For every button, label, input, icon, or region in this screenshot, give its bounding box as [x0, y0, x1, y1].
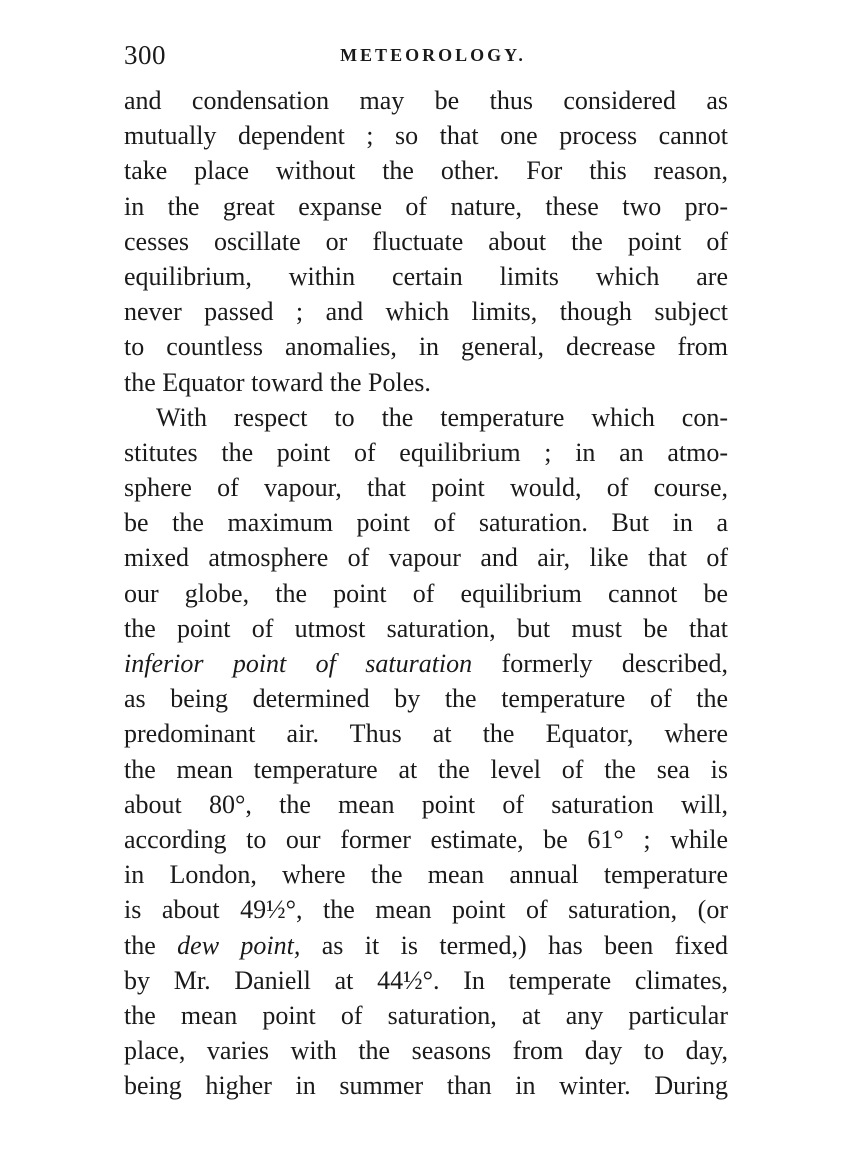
text-line: be the maximum point of saturation. But in a: [124, 508, 728, 538]
text-line: in London, where the mean annual temperature: [124, 860, 728, 890]
paragraph-2: [124, 400, 728, 1104]
page-number: 300: [124, 40, 166, 70]
text-line: take place without the other. For this reason,: [124, 156, 728, 186]
text-line: stitutes the point of equilibrium ; in an atmo-: [124, 437, 728, 467]
text-line: With respect to the temperature which con-: [156, 402, 728, 432]
text-line: according to our former estimate, be 61° ; while: [124, 824, 728, 854]
text-line: being higher in summer than in winter. During: [124, 1071, 728, 1101]
text-line: mixed atmosphere of vapour and air, like that of: [124, 543, 728, 573]
text-line: the mean temperature at the level of the sea is: [124, 754, 728, 784]
text-line: never passed ; and which limits, though subject: [124, 297, 728, 327]
running-title: METEOROLOGY.: [340, 45, 526, 65]
paragraph-1: [124, 83, 728, 400]
text-line: to countless anomalies, in general, decrease from: [124, 332, 728, 362]
text-run: formerly described,: [472, 649, 728, 678]
text-line: as being determined by the temperature of the: [124, 684, 728, 714]
text-line: [124, 646, 728, 681]
text-run: as it is termed,) has been fixed: [300, 930, 728, 960]
italic-phrase: dew point,: [177, 930, 301, 960]
text-line: mutually dependent ; so that one process cannot: [124, 121, 728, 151]
text-run: the: [124, 930, 178, 960]
text-line: is about 49½°, the mean point of saturation, (or: [124, 895, 728, 925]
text-line: our globe, the point of equilibrium cannot be: [124, 578, 728, 608]
text-line: the Equator toward the Poles.: [124, 367, 431, 397]
text-line: equilibrium, within certain limits which are: [124, 261, 728, 291]
text-line: predominant air. Thus at the Equator, where: [124, 719, 728, 749]
text-line: by Mr. Daniell at 44½°. In temperate climates,: [124, 965, 728, 995]
text-line: the mean point of saturation, at any particular: [124, 1000, 728, 1030]
text-line: about 80°, the mean point of saturation will,: [124, 789, 728, 819]
italic-phrase: inferior point of saturation: [124, 649, 473, 678]
text-line: and condensation may be thus considered as: [124, 86, 728, 115]
text-line: sphere of vapour, that point would, of course,: [124, 473, 728, 503]
text-line: cesses oscillate or fluctuate about the point of: [124, 226, 728, 256]
text-line: the point of utmost saturation, but must be that: [124, 613, 728, 643]
running-head: [124, 40, 728, 70]
text-line: place, varies with the seasons from day to day,: [124, 1036, 728, 1066]
body-text: [124, 83, 728, 1103]
text-line: in the great expanse of nature, these two pro-: [124, 191, 728, 221]
text-line: [124, 928, 728, 963]
